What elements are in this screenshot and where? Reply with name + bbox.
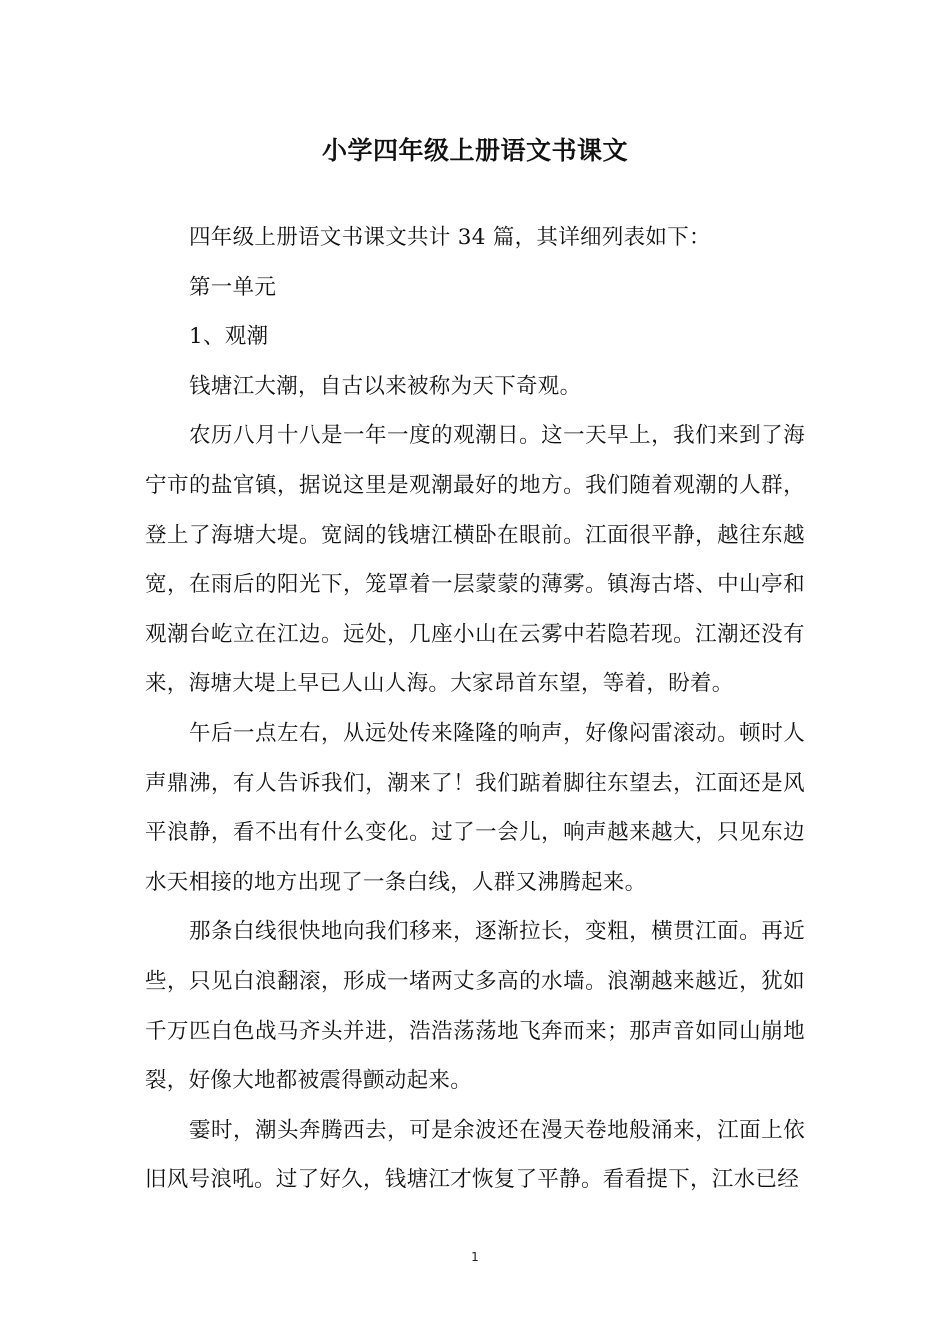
document-title: 小学四年级上册语文书课文 — [321, 136, 628, 165]
paragraph-lesson-title: 1、观潮 — [189, 324, 269, 350]
paragraph-text-1: 钱塘江大潮，自古以来被称为天下奇观。 — [189, 373, 582, 399]
paragraph-text-3: 午后一点左右，从远处传来隆隆的响声，好像闷雷滚动。顿时人声鼎沸，有人告诉我们，潮来了！我们踮着脚往东望去，江面还是风平浪静，看不出有什么变化。过了一会儿，响声越来越大，只见东边水天相接的地方出现了一条白线，人群又沸腾起来。 — [145, 720, 805, 895]
paragraph-text-2: 农历八月十八是一年一度的观潮日。这一天早上，我们来到了海宁市的盐官镇，据说这里是观潮最好的地方。我们随着观潮的人群，登上了海塘大堤。宽阔的钱塘江横卧在眼前。江面很平静，越往东越宽，在雨后的阳光下，笼罩着一层蒙蒙的薄雾。镇海古塔、中山亭和观潮台屹立在江边。远处，几座小山在云雾中若隐若现。江潮还没有来，海塘大堤上早已人山人海。大家昂首东望，等着，盼着。 — [145, 423, 805, 697]
paragraph-intro: 四年级上册语文书课文共计 34 篇，其详细列表如下： — [189, 225, 711, 250]
paragraph-text-4: 那条白线很快地向我们移来，逐渐拉长，变粗，横贯江面。再近些，只见白浪翻滚，形成一堵两丈多高的水墙。浪潮越来越近，犹如千万匹白色战马齐头并进，浩浩荡荡地飞奔而来；那声音如同山崩地裂，好像大地都被震得颤动起来。 — [145, 919, 805, 1094]
paragraph-text-5: 霎时，潮头奔腾西去，可是余波还在漫天卷地般涌来，江面上依旧风号浪吼。过了好久，钱塘江才恢复了平静。看看提下，江水已经 — [145, 1117, 805, 1193]
document-body — [145, 213, 805, 1205]
paragraph-unit-heading: 第一单元 — [189, 274, 277, 300]
page-number: 1 — [471, 1250, 479, 1264]
